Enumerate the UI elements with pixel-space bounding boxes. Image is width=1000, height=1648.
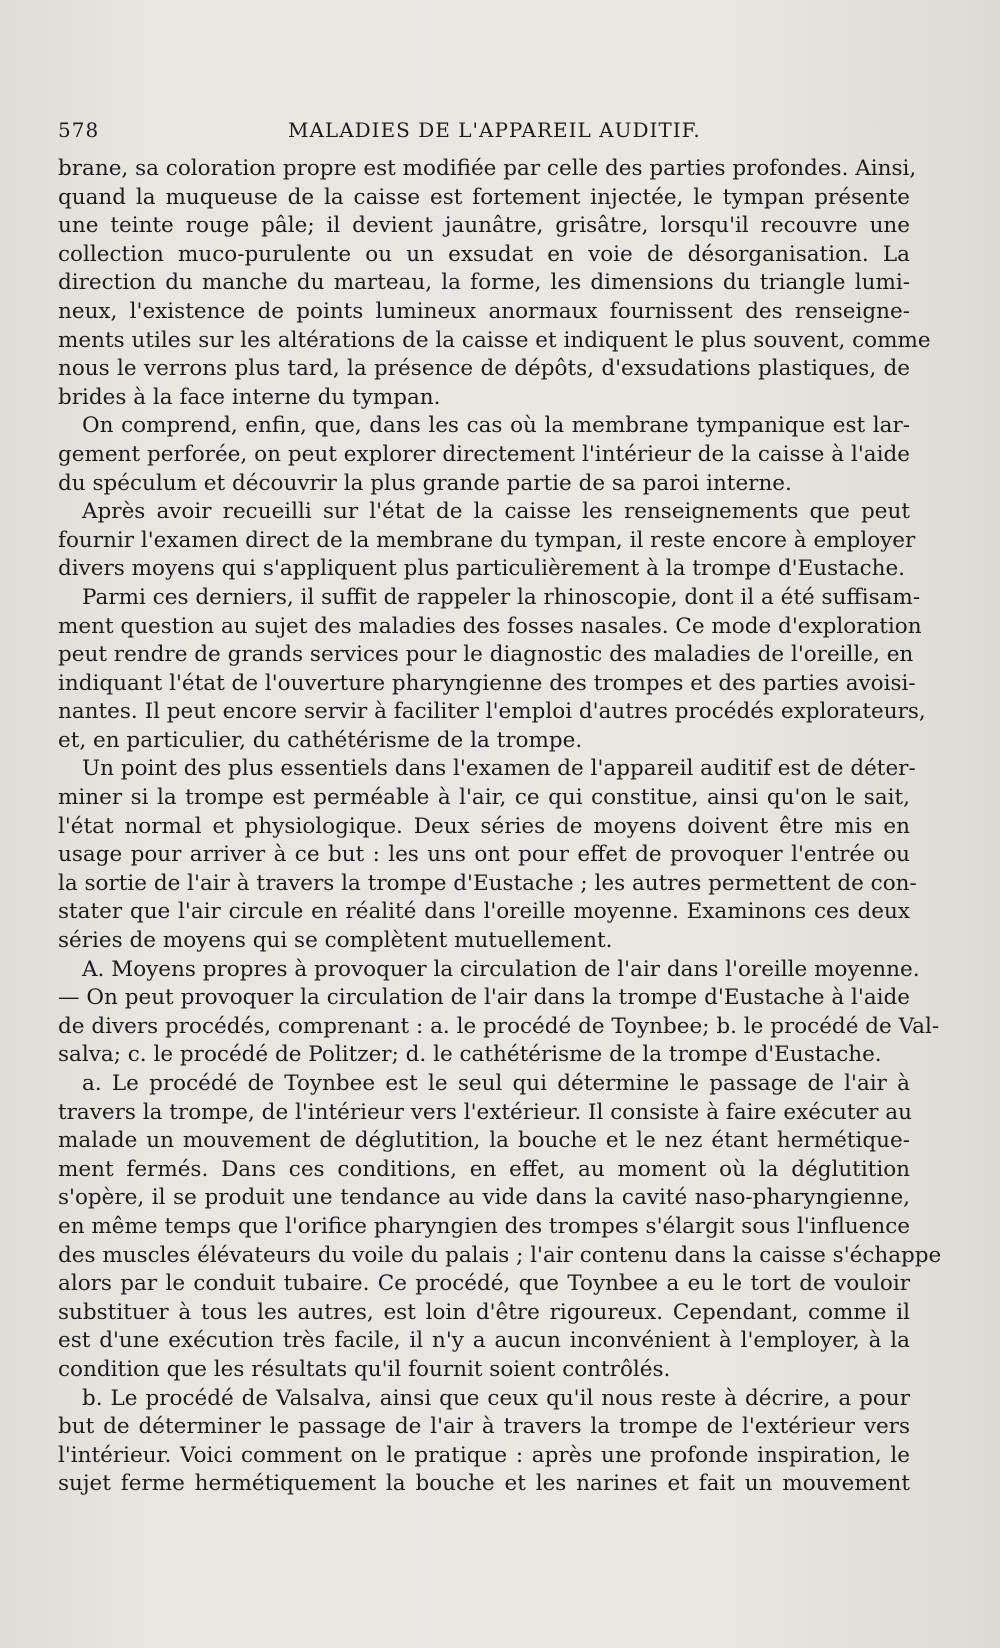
text-line: — On peut provoquer la circulation de l'air dans la trompe d'Eustache à l'aide xyxy=(58,985,910,1011)
text-line: malade un mouvement de déglutition, la bouche et le nez étant hermétique- xyxy=(58,1128,910,1154)
text-line: du spéculum et découvrir la plus grande partie de sa paroi interne. xyxy=(58,470,792,496)
text-line: en même temps que l'orifice pharyngien des trompes s'élargit sous l'influence xyxy=(58,1213,911,1239)
text-line: sujet ferme hermétiquement la bouche et les narines et fait un mouvement xyxy=(58,1471,910,1497)
text-line: A. Moyens propres à provoquer la circulation de l'air dans l'oreille moyenne. xyxy=(82,956,920,982)
text-line: indiquant l'état de l'ouverture pharyngienne des trompes et des parties avoisi- xyxy=(58,670,916,696)
text-line: b. Le procédé de Valsalva, ainsi que ceux qu'il nous reste à décrire, a pour xyxy=(82,1385,910,1411)
text-line: travers la trompe, de l'intérieur vers l'extérieur. Il consiste à faire exécuter au xyxy=(58,1099,912,1125)
text-line: Après avoir recueilli sur l'état de la caisse les renseignements que peut xyxy=(82,499,910,525)
text-line: Parmi ces derniers, il suffit de rappeler la rhinoscopie, dont il a été suffisam- xyxy=(82,584,921,610)
text-line: stater que l'air circule en réalité dans l'oreille moyenne. Examinons ces deux xyxy=(58,899,910,925)
text-line: ments utiles sur les altérations de la caisse et indiquent le plus souvent, comme xyxy=(58,327,931,353)
text-line: brides à la face interne du tympan. xyxy=(58,384,441,410)
text-line: substituer à tous les autres, est loin d'être rigoureux. Cependant, comme il xyxy=(58,1299,910,1325)
text-line: l'état normal et physiologique. Deux séries de moyens doivent être mis en xyxy=(58,813,910,839)
text-line: une teinte rouge pâle; il devient jaunâtre, grisâtre, lorsqu'il recouvre une xyxy=(58,213,910,239)
body-text xyxy=(58,155,942,1499)
text-line: Un point des plus essentiels dans l'examen de l'appareil auditif est de déter- xyxy=(82,756,916,782)
text-line: des muscles élévateurs du voile du palais ; l'air contenu dans la caisse s'échappe xyxy=(58,1242,942,1268)
text-line: collection muco-purulente ou un exsudat en voie de désorganisation. La xyxy=(58,241,910,267)
text-line: direction du manche du marteau, la forme, les dimensions du triangle lumi- xyxy=(58,270,910,296)
text-line: divers moyens qui s'appliquent plus particulièrement à la trompe d'Eustache. xyxy=(58,556,906,582)
text-line: quand la muqueuse de la caisse est fortement injectée, le tympan présente xyxy=(58,184,910,210)
text-line: alors par le conduit tubaire. Ce procédé, que Toynbee a eu le tort de vouloir xyxy=(58,1271,910,1297)
text-line: ment fermés. Dans ces conditions, en effet, au moment où la déglutition xyxy=(58,1156,910,1182)
text-line: brane, sa coloration propre est modifiée par celle des parties profondes. Ainsi, xyxy=(58,156,917,181)
text-line: l'intérieur. Voici comment on le pratique : après une profonde inspiration, le xyxy=(58,1442,910,1468)
text-line: On comprend, enfin, que, dans les cas où la membrane tympanique est lar- xyxy=(82,413,910,439)
text-line: a. Le procédé de Toynbee est le seul qui détermine le passage de l'air à xyxy=(82,1071,910,1096)
text-line: salva; c. le procédé de Politzer; d. le cathétérisme de la trompe d'Eustache. xyxy=(58,1042,882,1068)
running-title: MALADIES DE L'APPAREIL AUDITIF. xyxy=(288,118,701,142)
text-line: gement perforée, on peut explorer directement l'intérieur de la caisse à l'aide xyxy=(58,441,910,467)
page-number: 578 xyxy=(58,118,100,142)
text-line: et, en particulier, du cathétérisme de la trompe. xyxy=(58,727,583,753)
page-header xyxy=(58,118,918,148)
text-line: nous le verrons plus tard, la présence de dépôts, d'exsudations plastiques, de xyxy=(58,356,910,382)
text-line: s'opère, il se produit une tendance au vide dans la cavité naso-pharyngienne, xyxy=(58,1185,910,1211)
text-line: de divers procédés, comprenant : a. le procédé de Toynbee; b. le procédé de Val- xyxy=(58,1013,940,1039)
text-line: est d'une exécution très facile, il n'y a aucun inconvénient à l'employer, à la xyxy=(58,1328,910,1354)
text-line: miner si la trompe est perméable à l'air, ce qui constitue, ainsi qu'on le sait, xyxy=(58,785,910,811)
text-line: neux, l'existence de points lumineux anormaux fournissent des renseigne- xyxy=(58,298,910,324)
text-line: nantes. Il peut encore servir à faciliter l'emploi d'autres procédés explorateurs, xyxy=(58,699,926,725)
text-line: peut rendre de grands services pour le diagnostic des maladies de l'oreille, en xyxy=(58,642,914,668)
text-line: fournir l'examen direct de la membrane du tympan, il reste encore à employer xyxy=(58,527,916,553)
text-line: condition que les résultats qu'il fournit soient contrôlés. xyxy=(58,1356,671,1382)
text-line: but de déterminer le passage de l'air à travers la trompe de l'extérieur vers xyxy=(58,1414,910,1440)
text-line: ment question au sujet des maladies des fosses nasales. Ce mode d'exploration xyxy=(58,613,922,639)
text-line: usage pour arriver à ce but : les uns ont pour effet de provoquer l'entrée ou xyxy=(58,842,910,868)
text-line: la sortie de l'air à travers la trompe d'Eustache ; les autres permettent de con- xyxy=(58,870,917,896)
text-line: séries de moyens qui se complètent mutuellement. xyxy=(58,928,613,954)
